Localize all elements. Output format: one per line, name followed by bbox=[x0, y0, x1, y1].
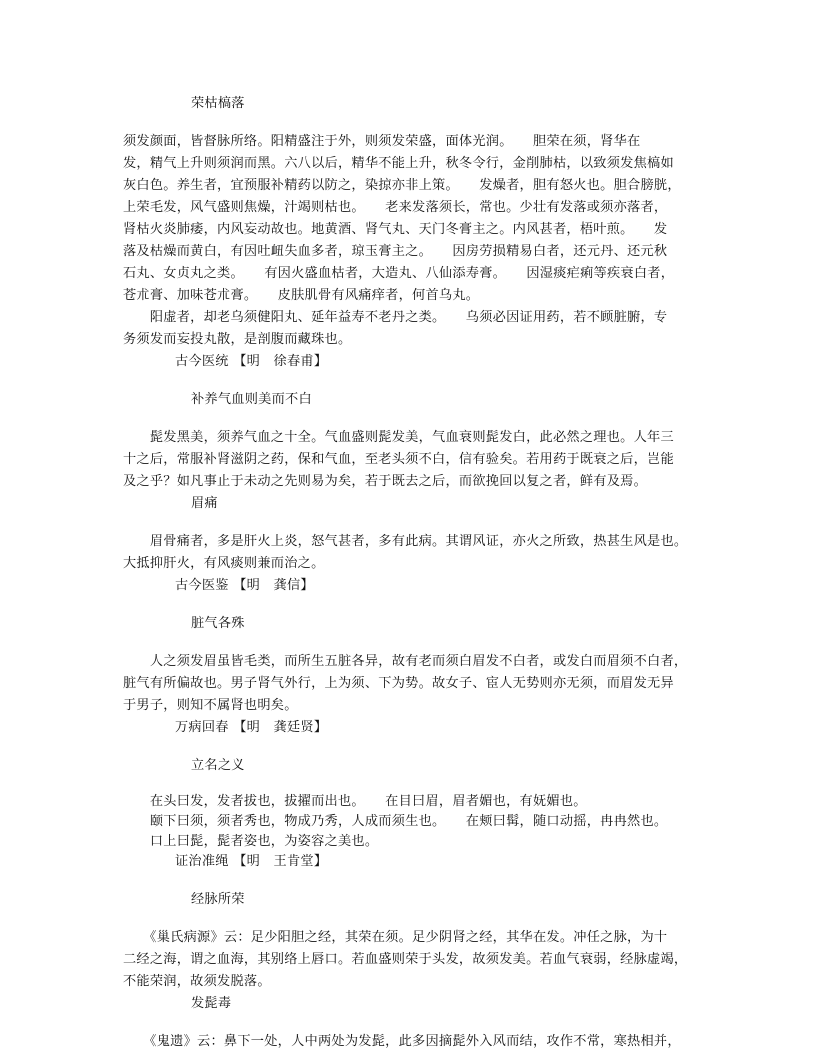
paragraph-line: 髭发黑美，须养气血之十全。气血盛则髭发美，气血衰则髭发白，此必然之理也。人年三 bbox=[123, 430, 674, 445]
paragraph-line: 务须发而妄投丸散，是剖腹而藏珠也。 bbox=[123, 332, 352, 347]
paragraph-line: 在头曰发，发者拔也，拔擢而出也。 在目曰眉，眉者媚也，有妩媚也。 bbox=[123, 794, 587, 809]
section-heading: 脏气各殊 bbox=[191, 616, 245, 631]
paragraph-line: 不能荣润，故须发脱落。 bbox=[123, 974, 271, 989]
paragraph-line: 落及枯燥而黄白，有因吐衄失血多者，琼玉膏主之。 因房劳损精易白者，还元丹、还元秋 bbox=[123, 244, 668, 259]
paragraph-line: 肾枯火炎肺痿，内风妄动故也。地黄酒、肾气丸、天门冬膏主之。内风甚者，梧叶煎。 发 bbox=[123, 222, 668, 237]
paragraph-line: 脏气有所偏故也。男子肾气外行，上为须、下为势。故女子、宦人无势则亦无须，而眉发无异 bbox=[123, 676, 674, 691]
paragraph-line: 石丸、女贞丸之类。 有因火盛血枯者，大造丸、八仙添寿膏。 因湿痰疟痢等疾衰白者， bbox=[123, 266, 675, 281]
paragraph-line: 颐下曰须，须者秀也，物成乃秀，人成而须生也。 在颊曰髯，随口动摇，冉冉然也。 bbox=[123, 814, 668, 829]
source-citation: 古今医统 【明 徐春甫】 bbox=[175, 354, 328, 369]
paragraph-line: 于男子，则知不属肾也明矣。 bbox=[123, 698, 298, 713]
paragraph-line: 苍朮膏、加味苍朮膏。 皮肤肌骨有风痛痒者，何首乌丸。 bbox=[123, 288, 480, 303]
paragraph-line: 十之后，常服补肾滋阴之药，保和气血，至老头须不白，信有验矣。若用药于既衰之后，岂能 bbox=[123, 452, 674, 467]
source-citation: 古今医鉴 【明 龚信】 bbox=[175, 578, 314, 593]
paragraph-line: 眉骨痛者，多是肝火上炎，怒气甚者，多有此病。其谓风证，亦火之所致，热甚生风是也。 bbox=[123, 534, 688, 549]
source-citation: 万病回春 【明 龚廷贤】 bbox=[175, 720, 328, 735]
paragraph-line: 《鬼遗》云：鼻下一处，人中两处为发髭，此多因摘髭外入风而结，攻作不常，寒热相并， bbox=[123, 1034, 681, 1049]
paragraph-line: 口上曰髭，髭者姿也，为姿容之美也。 bbox=[123, 834, 379, 849]
paragraph-line: 须发颜面，皆督脉所络。阳精盛注于外，则须发荣盛，面体光润。 胆荣在须，肾华在 bbox=[123, 134, 641, 149]
paragraph-line: 人之须发眉虽皆毛类，而所生五脏各异，故有老而须白眉发不白者，或发白而眉须不白者， bbox=[123, 654, 688, 669]
paragraph-line: 灰白色。养生者，宜预服补精药以防之，染掠亦非上策。 发燥者，胆有怒火也。胆合膀胱， bbox=[123, 178, 681, 193]
section-heading: 发髭毒 bbox=[191, 996, 232, 1011]
source-citation: 证治准绳 【明 王肯堂】 bbox=[175, 854, 328, 869]
section-heading: 补养气血则美而不白 bbox=[191, 392, 312, 407]
paragraph-line: 阳虚者，却老乌须健阳丸、延年益寿不老丹之类。 乌须必因证用药，若不顾脏腑，专 bbox=[123, 310, 668, 325]
paragraph-line: 大抵抑肝火，有风痰则兼而治之。 bbox=[123, 556, 325, 571]
section-heading: 经脉所荣 bbox=[191, 892, 245, 907]
paragraph-line: 及之乎？如凡事止于未动之先则易为矣，若于既去之后，而欲挽回以复之者，鲜有及焉。 bbox=[123, 474, 648, 489]
paragraph-line: 《巢氏病源》云：足少阳胆之经，其荣在须。足少阴肾之经，其华在发。冲任之脉，为十 bbox=[123, 930, 668, 945]
paragraph-line: 发，精气上升则须润而黑。六八以后，精华不能上升，秋冬令行，金削肺枯，以致须发焦槁如 bbox=[123, 156, 674, 171]
section-heading: 眉痛 bbox=[191, 496, 218, 511]
section-heading: 立名之义 bbox=[191, 758, 245, 773]
paragraph-line: 二经之海，谓之血海，其别络上唇口。若血盛则荣于头发，故须发美。若血气衰弱，经脉虚竭， bbox=[123, 952, 688, 967]
paragraph-line: 上荣毛发，风气盛则焦燥，汁竭则枯也。 老来发落须长，常也。少壮有发落或须亦落者， bbox=[123, 200, 668, 215]
section-heading: 荣枯槁落 bbox=[191, 96, 245, 111]
